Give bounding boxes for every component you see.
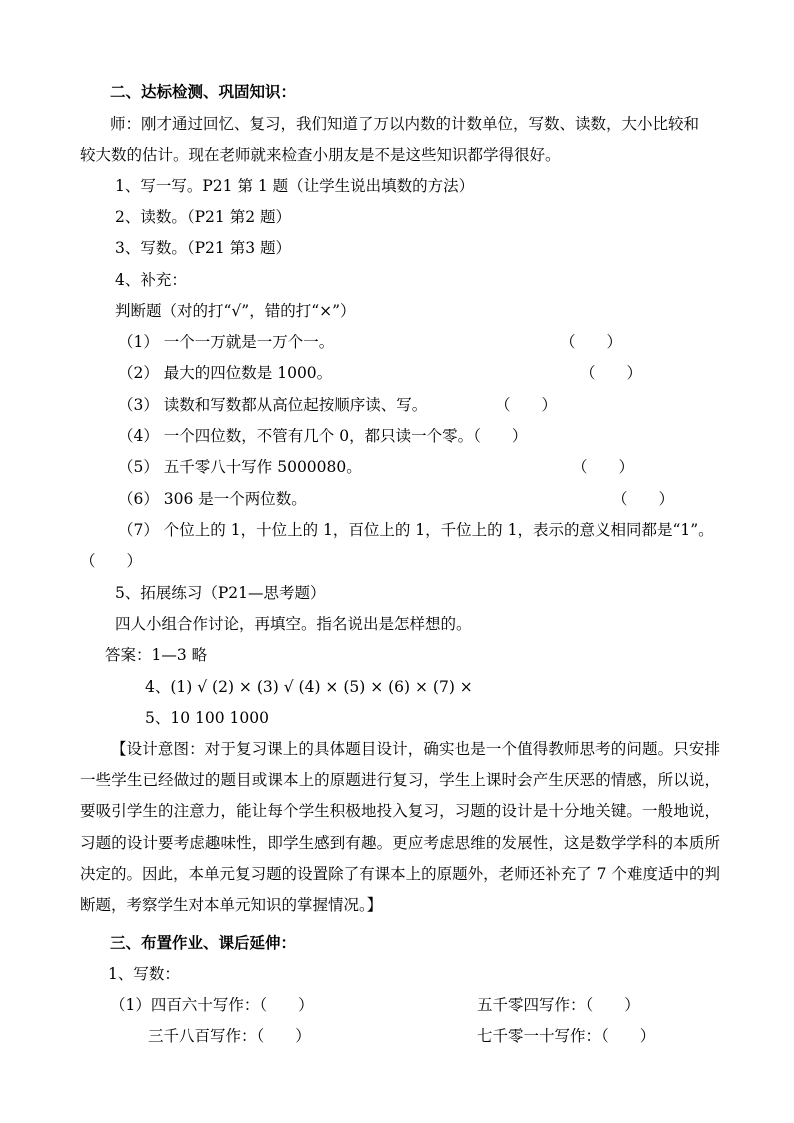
exercise-item-3: 3、写数。（P21 第3 题） — [115, 239, 291, 257]
homework-item-1: 1、写数： — [108, 965, 180, 983]
judge-item-4: （4） 一个四位数，不管有几个 0，都只读一个零。（ ） — [118, 427, 528, 445]
judge-item-3: （3） 读数和写数都从高位起按顺序读、写。 — [118, 396, 428, 414]
judge-paren-5: （ ） — [572, 458, 635, 476]
judge-paren-7: （ ） — [80, 552, 143, 570]
section-heading-2: 二、达标检测、巩固知识： — [110, 82, 297, 101]
answer-title: 答案：1—3 略 — [105, 646, 208, 664]
homework-row1-right: 五千零四写作：（ ） — [477, 996, 640, 1014]
section-heading-3: 三、布置作业、课后延伸： — [110, 933, 297, 952]
exercise-item-4: 4、补充： — [115, 271, 187, 289]
design-intent-paragraph: 【设计意图：对于复习课上的具体题目设计，确实也是一个值得教师思考的问题。只安排一些学生已经做过的题目或课本上的原题进行复习，学生上课时会产生厌恶的情感，所以说，要吸引学生的注意力，能让每个学生积极地投入复习，习题的设计是十分地关键。一般地说，习题的设计要考虑趣味性，即学生感到有趣。更应考虑思维的发展性，这是数学学科的本质所决定的。因此，本单元复习题的设置除了有课本上的原题外，老师还补充了 7 个难度适中的判断题，考察学生对本单元知识的掌握情况。】 — [80, 740, 720, 915]
exercise-item-2: 2、读数。（P21 第2 题） — [115, 208, 291, 226]
answer-4: 4、(1) √ (2) × (3) √ (4) × (5) × (6) × (7) × — [145, 678, 473, 696]
homework-row1-left: （1）四百六十写作：（ ） — [110, 996, 314, 1014]
teacher-text-line2: 较大数的估计。现在老师就来检查小朋友是不是这些知识都学得很好。 — [80, 146, 561, 164]
judge-paren-2: （ ） — [580, 364, 643, 382]
judge-paren-1: （ ） — [560, 333, 623, 351]
judge-item-2: （2） 最大的四位数是 1000。 — [118, 364, 333, 382]
judge-item-6: （6） 306 是一个两位数。 — [118, 490, 307, 508]
answer-5: 5、10 100 1000 — [145, 709, 269, 727]
judge-item-5: （5） 五千零八十写作 5000080。 — [118, 458, 362, 476]
judge-title: 判断题（对的打“√”，错的打“×”） — [115, 302, 356, 320]
judge-paren-6: （ ） — [612, 490, 675, 508]
judge-item-7: （7） 个位上的 1，十位上的 1，百位上的 1，千位上的 1，表示的意义相同都是“1”。 — [118, 521, 714, 539]
group-discussion: 四人小组合作讨论，再填空。指名说出是怎样想的。 — [115, 615, 472, 633]
homework-row2-right: 七千零一十写作：（ ） — [477, 1027, 656, 1045]
judge-paren-3: （ ） — [495, 396, 558, 414]
homework-row2-left: 三千八百写作：（ ） — [148, 1027, 311, 1045]
exercise-item-5: 5、拓展练习（P21—思考题） — [115, 584, 326, 602]
judge-item-1: （1） 一个一万就是一万个一。 — [118, 333, 335, 351]
teacher-text-line1: 师：刚才通过回忆、复习，我们知道了万以内数的计数单位，写数、读数，大小比较和 — [110, 115, 700, 133]
exercise-item-1: 1、写一写。P21 第 1 题（让学生说出填数的方法） — [115, 177, 475, 195]
